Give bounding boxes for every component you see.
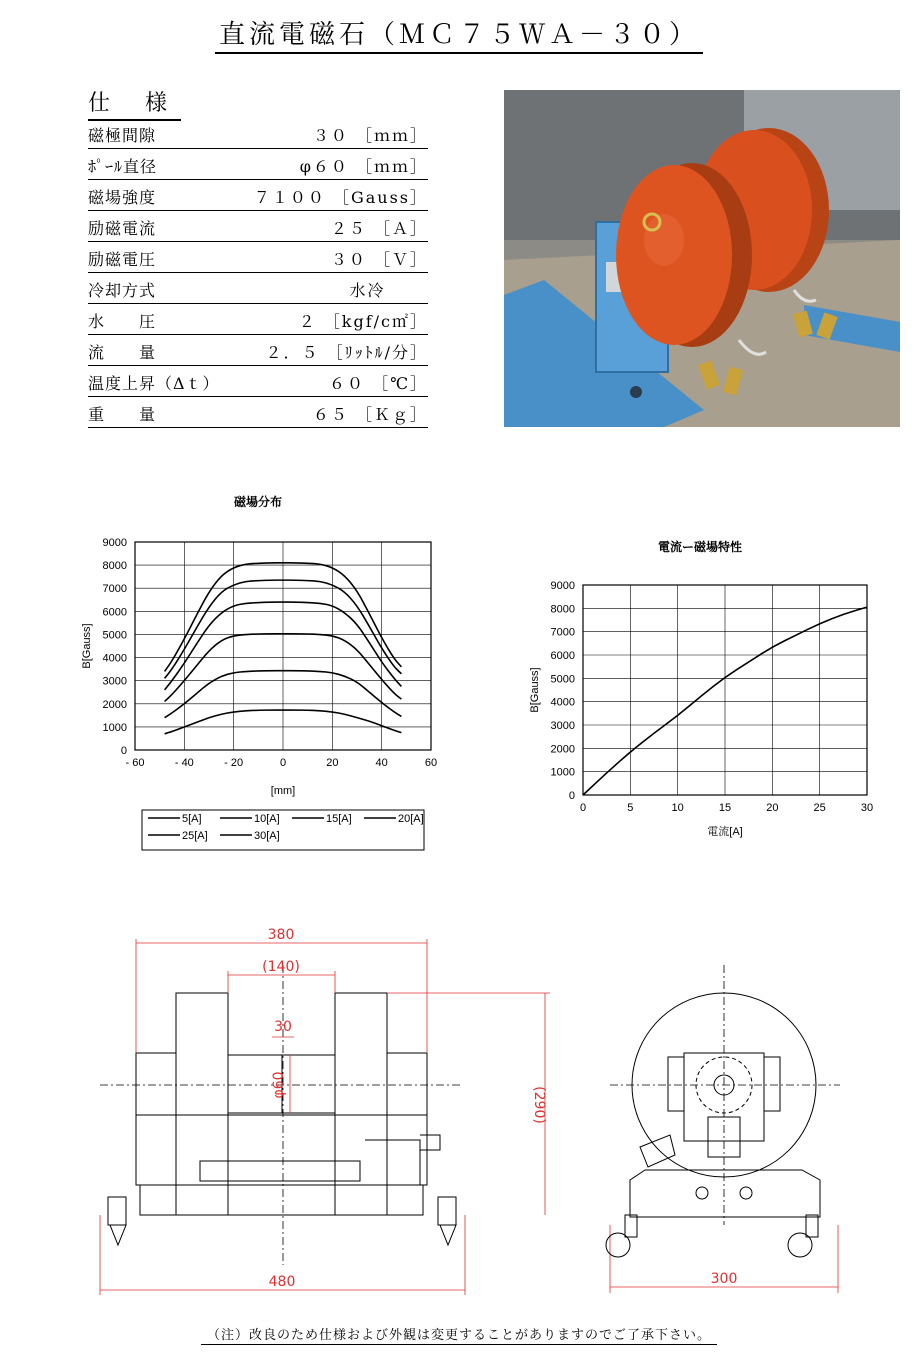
dim-30: 30 [274,1019,292,1035]
x-axis-label: 電流[A] [707,826,743,838]
spec-label: 磁極間隙 [88,126,157,145]
y-tick-label: 8000 [102,560,127,573]
y-tick-label: 3000 [550,720,575,732]
spec-label: 重 量 [88,405,157,424]
x-tick-label: 30 [860,802,874,814]
x-tick-label: 20 [326,757,339,769]
y-tick-label: 6000 [550,650,575,662]
y-tick-label: 5000 [102,629,127,642]
y-tick-label: 9000 [550,580,575,592]
x-tick-label: 0 [279,757,287,769]
spec-row [88,304,428,335]
y-tick-label: 7000 [550,626,575,639]
y-axis-label: B[Gauss] [81,623,93,669]
spec-row [88,211,428,242]
x-tick-label: 60 [424,757,438,769]
y-tick-label: 4000 [102,652,127,665]
spec-row [88,242,428,273]
page-title: 直流電磁石（ＭＣ７５ＷＡ－３０） [0,14,918,51]
y-tick-label: 9000 [102,537,127,549]
chart-title: 電流ー磁場特性 [657,540,743,554]
dimension-drawing [90,925,860,1305]
y-tick-label: 8000 [550,603,575,616]
dim-60: φ60 [271,1071,287,1099]
y-tick-label: 2000 [102,698,127,711]
current-field-chart [510,535,900,855]
y-axis-label: B[Gauss] [529,667,541,713]
spec-row [88,180,428,211]
spec-value: ６５ ［Ｋｇ］ [312,405,428,424]
y-tick-label: 4000 [550,696,575,709]
y-tick-label: 6000 [102,606,127,619]
field-distribution-chart [60,490,450,860]
spec-label: 水 圧 [88,312,157,331]
dim-300: 300 [710,1271,738,1287]
x-tick-label: 20 [766,802,779,814]
spec-table [88,118,428,428]
legend-label: 30[A] [254,830,280,842]
y-tick-label: 1000 [550,766,575,779]
spec-value: ６０ ［℃］ [329,374,428,393]
spec-value: φ６０ ［ｍｍ］ [299,157,428,176]
chart-legend [142,810,424,850]
legend-label: 25[A] [182,830,208,842]
x-tick-label: 25 [813,802,826,814]
spec-row [88,273,428,304]
spec-value: 水冷 [349,281,428,300]
legend-label: 15[A] [326,813,352,825]
y-tick-label: 1000 [102,721,127,734]
x-tick-label: 40 [375,757,388,769]
spec-value: ３０ ［ｍｍ］ [312,126,428,145]
chart-title: 磁場分布 [233,495,283,509]
spec-label: 温度上昇（Δｔ） [88,374,220,393]
spec-row [88,118,428,149]
spec-label: 磁場強度 [88,188,157,207]
x-tick-label: - 60 [125,757,145,769]
spec-heading: 仕 様 [88,86,181,121]
y-tick-label: 0 [120,745,127,757]
x-tick-label: 15 [718,802,732,814]
spec-row [88,397,428,428]
x-axis-label: [mm] [270,785,296,797]
dim-380: 380 [267,927,295,943]
x-tick-label: 10 [671,802,684,814]
spec-label: 励磁電流 [88,219,157,238]
spec-label: 流 量 [88,343,157,362]
x-tick-label: 5 [627,802,634,814]
spec-value: ３０ ［Ｖ］ [330,250,428,269]
spec-row [88,335,428,366]
dim-480: 480 [268,1274,296,1290]
x-tick-label: - 20 [224,757,244,769]
spec-value: ２ ［kgf/c㎡］ [298,312,428,331]
spec-value: ２５ ［Ａ］ [330,219,428,238]
legend-label: 10[A] [254,813,280,825]
spec-label: ﾎﾟｰﾙ直径 [88,157,158,176]
spec-row [88,149,428,180]
x-tick-label: - 40 [174,757,194,769]
product-photo [504,90,900,427]
spec-label: 励磁電圧 [88,250,157,269]
disclaimer-note: （注）改良のため仕様および外観は変更することがありますのでご了承下さい。 [0,1324,918,1343]
dim-290: (290) [531,1086,547,1124]
spec-value: ２．５ ［ﾘｯﾄﾙ/分］ [265,343,428,362]
y-tick-label: 0 [568,790,575,802]
spec-row [88,366,428,397]
y-tick-label: 3000 [102,675,127,688]
y-tick-label: 5000 [550,673,575,686]
legend-label: 5[A] [182,813,202,825]
dim-140: (140) [262,959,300,975]
legend-label: 20[A] [398,813,424,825]
y-tick-label: 7000 [102,583,127,596]
spec-label: 冷却方式 [88,281,157,300]
spec-value: ７１００ ［Gauss］ [253,188,428,207]
x-tick-label: 0 [579,802,587,814]
y-tick-label: 2000 [550,743,575,756]
